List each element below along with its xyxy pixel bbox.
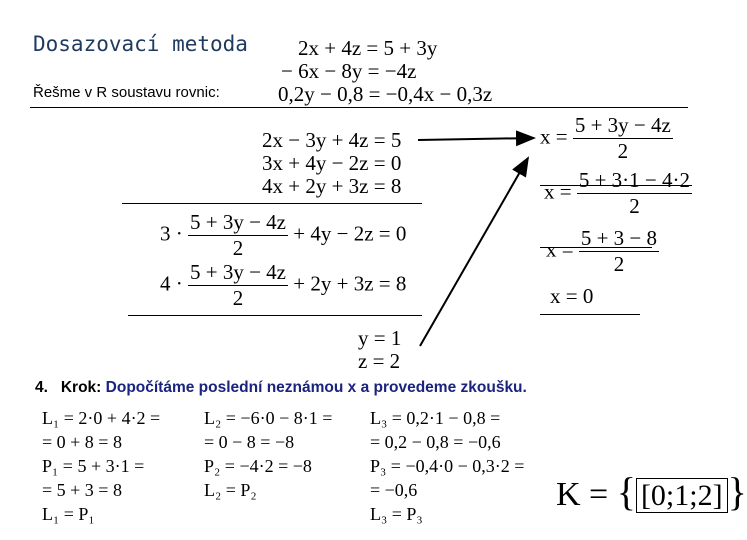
page-title: Dosazovací metoda [33, 32, 248, 56]
top-equation-2: − 6x − 8y = −4z [281, 59, 417, 83]
page-subtitle: Řešme v R soustavu rovnic: [33, 84, 220, 101]
x-derivation-2: x = $\frac{5 + 3\cdot 1 - 4\cdot 2}{2}$ [544, 168, 691, 218]
check-line: P₃ = −0,4·0 − 0,3·2 = [370, 456, 525, 476]
rearranged-equation-3: 4x + 2y + 3z = 8 [262, 174, 402, 198]
check-column-3 [370, 406, 524, 526]
step-heading: 4. Krok: Dopočítáme poslední neznámou x a provedeme zkoušku. [35, 379, 527, 396]
check-line: L₂ = P₂ [204, 480, 257, 500]
check-line: P₂ = −4·2 = −8 [204, 456, 312, 476]
check-line: = 0 − 8 = −8 [204, 432, 295, 452]
check-line: L₃ = 0,2·1 − 0,8 = [370, 408, 501, 428]
check-column-1 [42, 406, 160, 526]
result-set: K = { [0;1;2] } [556, 469, 747, 514]
check-line: L₃ = P₃ [370, 504, 423, 524]
solution-z: z = 2 [358, 349, 401, 373]
result-values: [0;1;2] [636, 478, 728, 513]
x-derivation-4: x = 0 [550, 284, 594, 308]
substituted-equation-2: 4 · $\frac{5 + 3y - 4z}{2}$ + 2y + 3z = 8 [160, 260, 407, 310]
top-equation-3: 0,2y − 0,8 = −0,4x − 0,3z [278, 82, 493, 106]
rearranged-equation-1: 2x − 3y + 4z = 5 [262, 128, 402, 152]
substituted-equation-1: 3 · $\frac{5 + 3y - 4z}{2}$ + 4y − 2z = 0 [160, 210, 407, 260]
x-derivation-3: x = $\frac{5 + 3 - 8}{2}$ [546, 226, 658, 276]
check-line: L₂ = −6·0 − 8·1 = [204, 408, 333, 428]
rearranged-equation-2: 3x + 4y − 2z = 0 [262, 151, 402, 175]
check-line: P₁ = 5 + 3·1 = [42, 456, 145, 476]
check-line: = −0,6 [370, 480, 418, 500]
top-equation-1: 2x + 4z = 5 + 3y [298, 36, 438, 60]
check-line: = 0 + 8 = 8 [42, 432, 122, 452]
solution-y: y = 1 [358, 326, 402, 350]
arrow-from-solution [420, 158, 528, 346]
check-line: = 0,2 − 0,8 = −0,6 [370, 432, 501, 452]
check-column-2 [204, 406, 332, 502]
check-line: L₁ = 2·0 + 4·2 = [42, 408, 161, 428]
check-line: L₁ = P₁ [42, 504, 95, 524]
arrow-to-x-expression [418, 138, 534, 140]
check-line: = 5 + 3 = 8 [42, 480, 122, 500]
x-derivation-1: x = $\frac{5 + 3y - 4z}{2}$ [540, 113, 671, 163]
